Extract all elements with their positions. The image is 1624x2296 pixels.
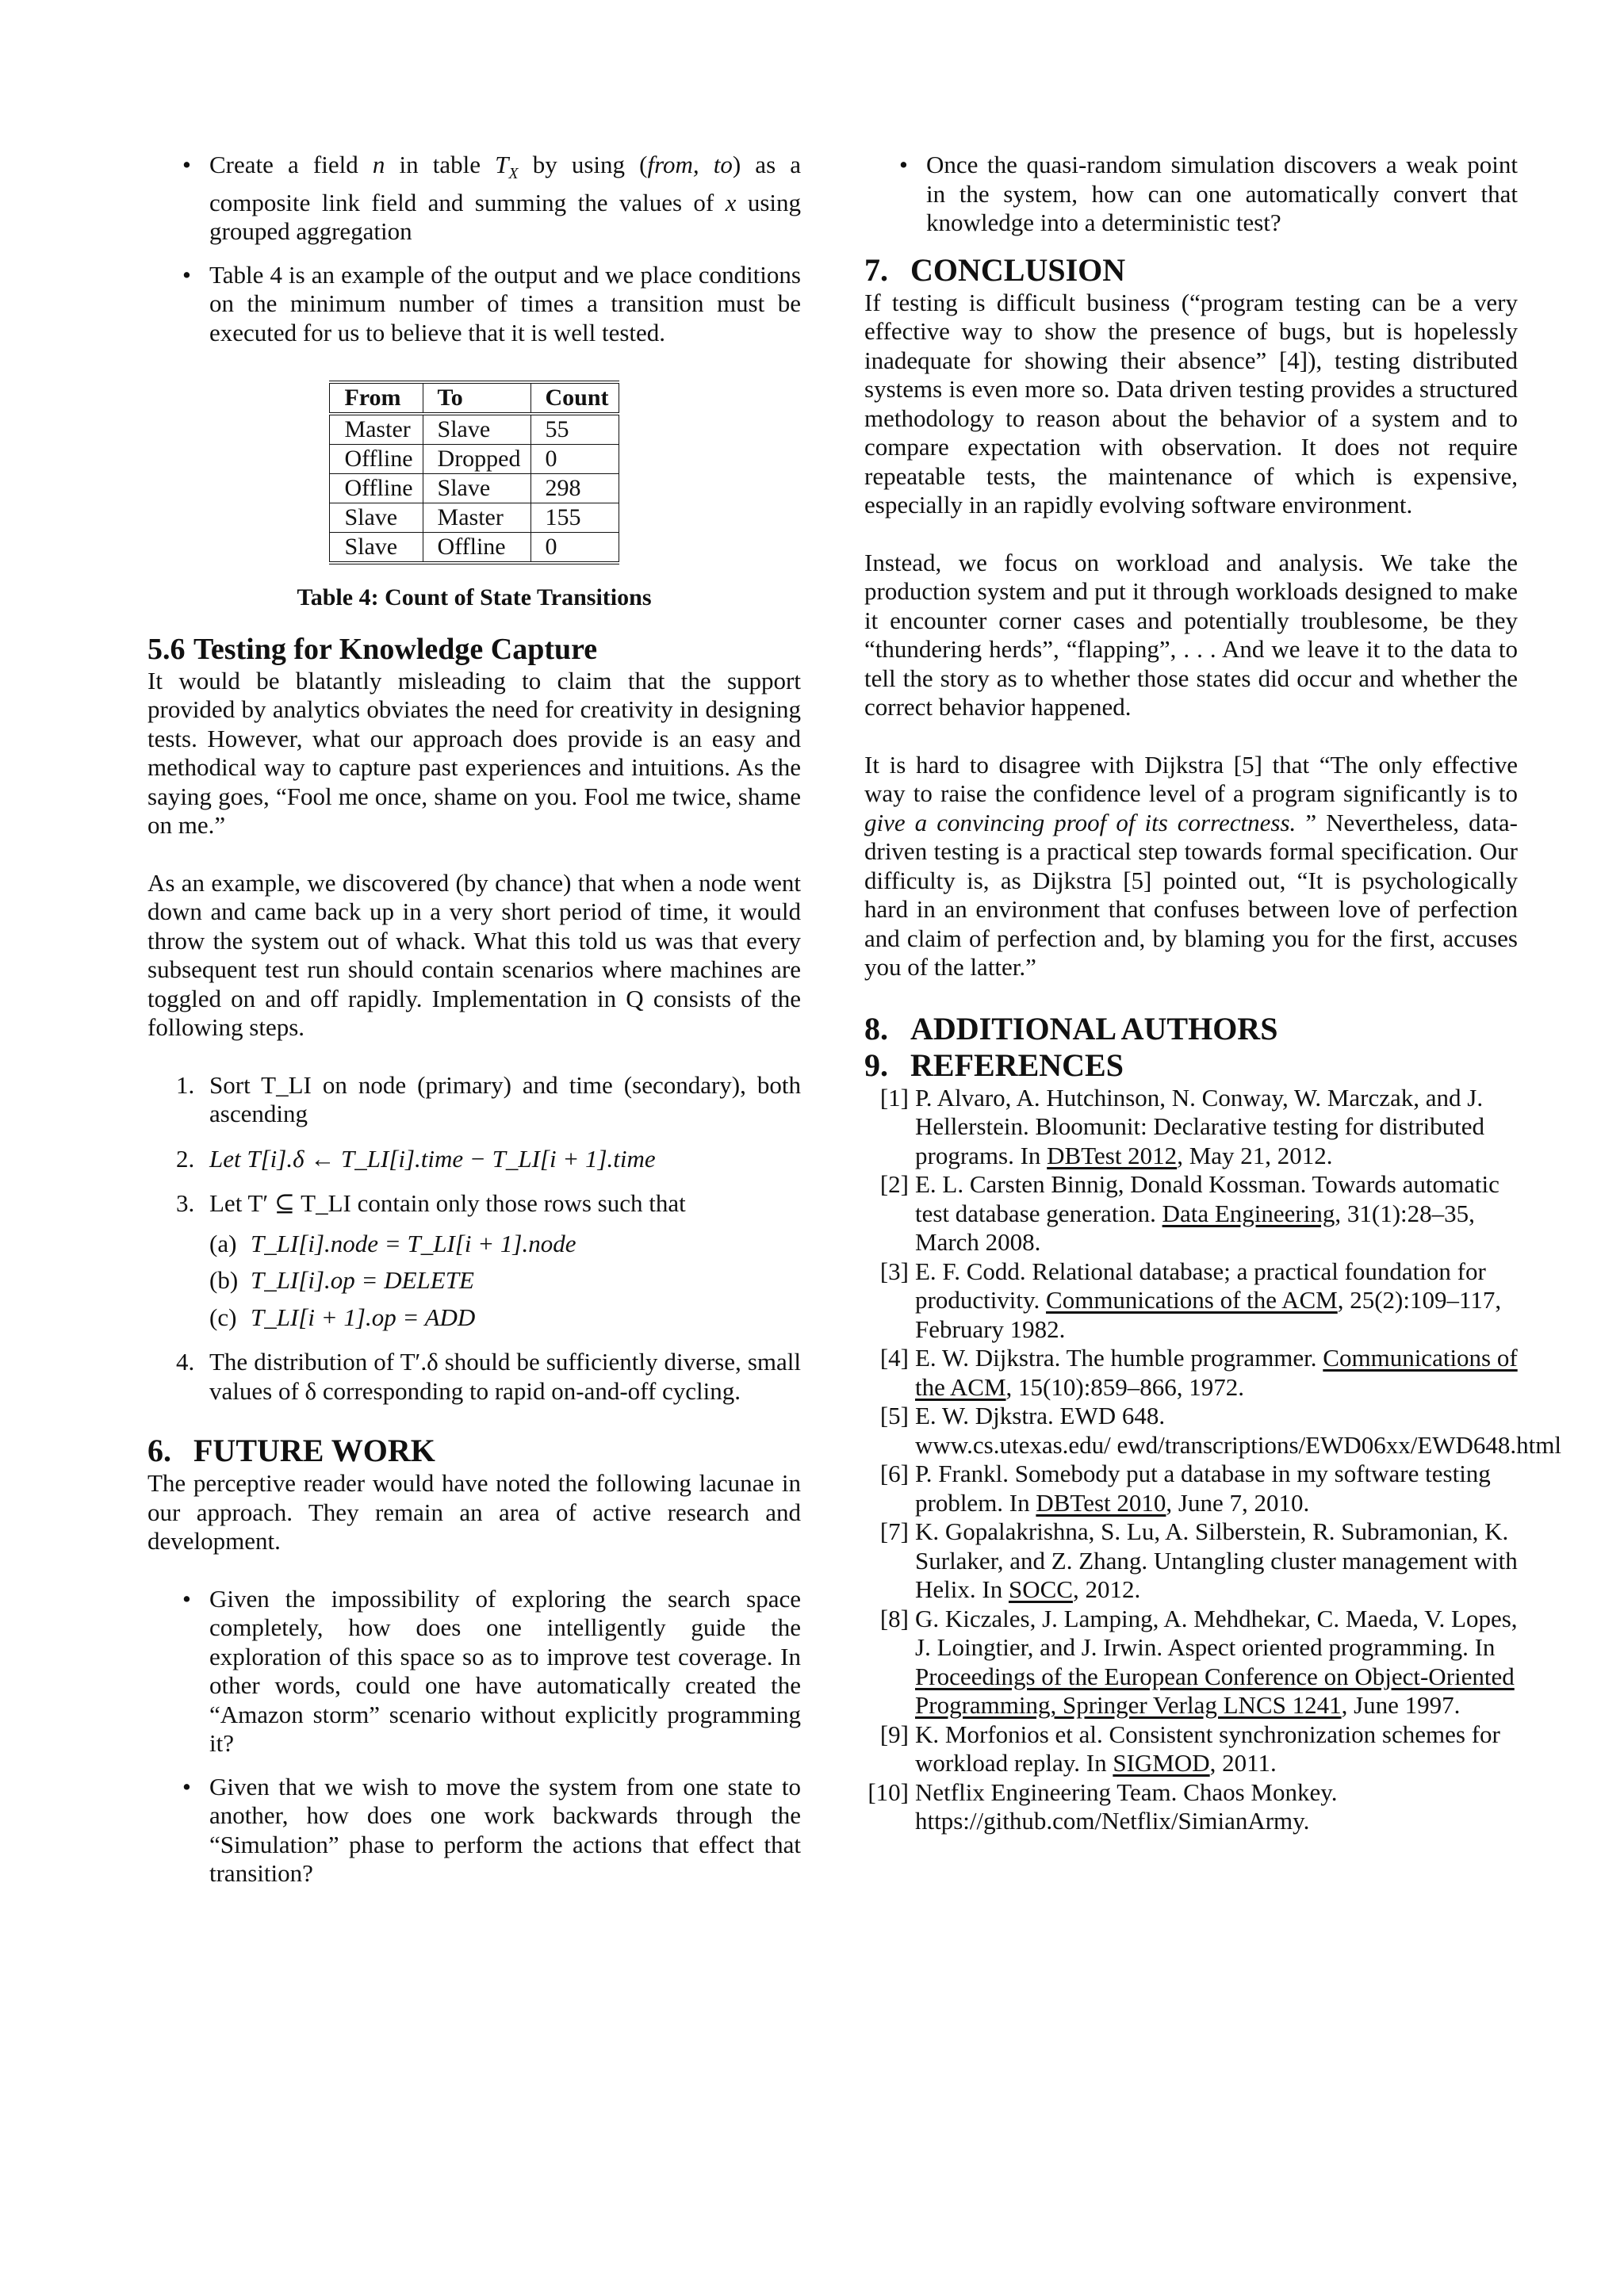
reference-item — [864, 1778, 1518, 1836]
table-cell: Master — [330, 414, 423, 445]
section-7-paragraph-1: If testing is difficult business (“program testing can be a very effective way to show the presence of bugs, but is hopelessly inadequate for showing their absence” [4]), testing distributed systems is even more so. Data driven testing provides a structured methodology to reason about the behavior of a system and to compare expectation with observation. It does not require repeatable tests, the maintenance of which is expensive, especially in an rapidly evolving software environment. — [864, 288, 1518, 519]
reference-url: www.cs.utexas.edu/ ewd/transcriptions/EWD06xx/EWD648.html — [915, 1430, 1562, 1459]
reference-text: E. W. Dijkstra. The humble programmer. — [915, 1344, 1323, 1372]
reference-item — [864, 1170, 1518, 1257]
section-8-heading: 8. ADDITIONAL AUTHORS — [864, 1010, 1278, 1047]
reference-item — [864, 1084, 1518, 1171]
left-column — [147, 151, 801, 1903]
section-5-6-heading: 5.6 Testing for Knowledge Capture — [147, 632, 598, 666]
reference-item — [864, 1344, 1518, 1402]
substep-a: (a) T_LI[i].node = T_LI[i + 1].node — [209, 1229, 576, 1257]
reference-venue: DBTest 2012 — [1047, 1141, 1178, 1169]
reference-details: , 31(1):28–35, March 2008. — [915, 1199, 1475, 1256]
reference-item — [864, 1605, 1518, 1720]
reference-number: [8] — [879, 1604, 909, 1632]
step-4: 4. The distribution of T′.δ should be sufficiently diverse, small values of δ corresponding to rapid on-and-off cycling. — [176, 1348, 801, 1405]
reference-text: E. L. Carsten Binnig, Donald Kossman. Towards automatic test database generation. — [915, 1170, 1500, 1227]
section-6-paragraph: The perceptive reader would have noted the following lacunae in our approach. They remain an area of active research and development. — [147, 1469, 801, 1556]
right-top-bullets — [864, 151, 1518, 238]
reference-item — [864, 1460, 1518, 1517]
table-row — [330, 503, 619, 533]
table-caption: Table 4: Count of State Transitions — [297, 584, 652, 611]
table-row — [330, 533, 619, 564]
reference-venue: Communications of the ACM — [1046, 1286, 1338, 1314]
reference-details: , May 21, 2012. — [1177, 1141, 1333, 1169]
section-7-heading: 7. CONCLUSION — [864, 251, 1126, 288]
substep-c: (c) T_LI[i + 1].op = ADD — [209, 1303, 476, 1331]
table-header-to: To — [423, 382, 530, 414]
reference-number: [2] — [879, 1170, 909, 1198]
table-cell: Dropped — [423, 445, 530, 474]
reference-number: [4] — [879, 1344, 909, 1372]
table-cell: Slave — [423, 414, 530, 445]
table-cell: 55 — [530, 414, 619, 445]
reference-text: K. Morfonios et al. Consistent synchronization schemes for workload replay. In — [915, 1720, 1500, 1777]
reference-number: [1] — [879, 1083, 909, 1112]
table-cell: Offline — [423, 533, 530, 564]
reference-details: , 2011. — [1209, 1749, 1277, 1777]
table-cell: 155 — [530, 503, 619, 533]
reference-text: Netflix Engineering Team. Chaos Monkey. — [915, 1777, 1338, 1806]
reference-item — [864, 1402, 1562, 1460]
step-3-substeps — [209, 1230, 801, 1333]
table-header-count: Count — [530, 382, 619, 414]
reference-text: E. W. Djkstra. EWD 648. — [915, 1402, 1166, 1429]
reference-number: [9] — [879, 1720, 909, 1748]
intro-bullets — [147, 151, 801, 347]
reference-venue: DBTest 2010 — [1036, 1488, 1166, 1517]
reference-text: K. Gopalakrishna, S. Lu, A. Silberstein, R. Subramonian, K. Surlaker, and Z. Zhang. Untangling cluster management with Helix. In — [915, 1517, 1518, 1603]
reference-number: [5] — [879, 1402, 909, 1429]
table-cell: Master — [423, 503, 530, 533]
reference-number: [3] — [879, 1257, 909, 1285]
table-header-from: From — [330, 382, 423, 414]
reference-text: P. Frankl. Somebody put a database in my software testing problem. In — [915, 1460, 1491, 1517]
future-work-bullets — [147, 1585, 801, 1888]
substep-b: (b) T_LI[i].op = DELETE — [209, 1266, 474, 1295]
reference-url: https://github.com/Netflix/SimianArmy. — [915, 1807, 1310, 1835]
reference-venue: SOCC — [1008, 1575, 1073, 1603]
reference-details: , 15(10):859–866, 1972. — [1005, 1372, 1245, 1401]
future-work-bullet-2: • Given that we wish to move the system from one state to another, how does one work backwards through the “Simulation” phase to perform the actions that effect that transition? — [147, 1773, 801, 1888]
table-cell: 0 — [530, 445, 619, 474]
table-cell: Slave — [423, 474, 530, 503]
reference-number: [6] — [879, 1460, 909, 1487]
reference-details: , 25(2):109–117, February 1982. — [915, 1286, 1502, 1343]
section-5-6-paragraph-2: As an example, we discovered (by chance) that when a node went down and came back up in a very short period of time, it would throw the system out of whack. What this told us was that every subsequent test run should contain scenarios where machines are toggled on and off rapidly. Implementation in Q consists of the following steps. — [147, 868, 801, 1042]
table-cell: Slave — [330, 503, 423, 533]
reference-details: , June 7, 2010. — [1166, 1488, 1310, 1517]
reference-venue: Data Engineering — [1162, 1199, 1335, 1227]
reference-details: , June 1997. — [1341, 1691, 1461, 1719]
bullet-create-field: • Create a field n in table $T_X$ by using (from, to) as a composite link field and summing the values of x using grouped aggregation — [147, 151, 801, 247]
reference-item — [864, 1720, 1518, 1778]
state-transition-table — [329, 381, 619, 564]
future-work-bullet-1: • Given the impossibility of exploring the search space completely, how does one intelligently guide the exploration of this space so as to improve test coverage. In other words, could one have automatically created the “Amazon storm” scenario without explicitly programming it? — [147, 1585, 801, 1758]
reference-text: G. Kiczales, J. Lamping, A. Mehdhekar, C. Maeda, V. Lopes, J. Loingtier, and J. Irwin. Aspect oriented programming. In — [915, 1604, 1518, 1661]
table-cell: 298 — [530, 474, 619, 503]
bullet-quasi-random: • Once the quasi-random simulation discovers a weak point in the system, how can one automatically convert that knowledge into a deterministic test? — [864, 151, 1518, 238]
reference-venue: Proceedings of the European Conference on Object-Oriented Programming, Springer Verlag LNCS 1241 — [915, 1662, 1515, 1719]
reference-text: E. F. Codd. Relational database; a practical foundation for productivity. — [915, 1257, 1486, 1314]
reference-text: P. Alvaro, A. Hutchinson, N. Conway, W. Marczak, and J. Hellerstein. Bloomunit: Declarative testing for distributed programs. In — [915, 1083, 1484, 1169]
reference-number: [10] — [868, 1777, 909, 1806]
reference-venue: Communications of the ACM — [915, 1344, 1518, 1401]
implementation-steps — [147, 1071, 801, 1406]
step-1: 1. Sort T_LI on node (primary) and time (secondary), both ascending — [176, 1070, 801, 1128]
state-transition-table-wrapper — [147, 381, 801, 564]
step-3: 3. Let T′ ⊆ T_LI contain only those rows such that (a) T_LI[i].node = T_LI[i + 1].node (b) T_LI[i].op = DELETE (c) T_LI[i + 1].op = ADD — [147, 1189, 801, 1332]
bullet-table-example: • Table 4 is an example of the output and we place conditions on the minimum number of times a transition must be executed for us to believe that it is well tested. — [147, 261, 801, 348]
references-list — [864, 1083, 1562, 1836]
reference-item — [864, 1257, 1518, 1345]
table-cell: Offline — [330, 474, 423, 503]
table-row — [330, 474, 619, 503]
section-9-heading: 9. REFERENCES — [864, 1047, 1124, 1083]
table-cell: 0 — [530, 533, 619, 564]
step-2: 2. Let T[i].δ ← T_LI[i].time − T_LI[i + 1].time — [176, 1144, 656, 1173]
right-column — [864, 151, 1562, 1836]
section-6-heading: 6. FUTURE WORK — [147, 1433, 435, 1469]
reference-number: [7] — [879, 1517, 909, 1545]
table-row — [330, 445, 619, 474]
reference-venue: SIGMOD — [1113, 1749, 1210, 1777]
reference-details: , 2012. — [1072, 1575, 1141, 1603]
section-5-6-paragraph-1: It would be blatantly misleading to claim that the support provided by analytics obviates the need for creativity in designing tests. However, what our approach does provide is an easy and methodical way to capture past experiences and intuitions. As the saying goes, “Fool me once, shame on you. Fool me twice, shame on me.” — [147, 666, 801, 840]
reference-item — [864, 1517, 1518, 1605]
table-cell: Slave — [330, 533, 423, 564]
section-7-paragraph-3: It is hard to disagree with Dijkstra [5] that “The only effective way to raise the confidence level of a program significantly is to give a convincing proof of its correctness. ” Nevertheless, data-driven testing is a practical step towards formal specification. Our difficulty is, as Dijkstra [5] pointed out, “It is psychologically hard in an environment that confuses between love of perfection and claim of perfection and, by blaming you for the first, accuses you of the latter.” — [864, 750, 1518, 981]
section-7-paragraph-2: Instead, we focus on workload and analysis. We take the production system and put it through workloads designed to make it encounter corner cases and potentially troublesome, be they “thundering herds”, “flapping”, . . . And we leave it to the data to tell the story as to whether those states did occur and whether the correct behavior happened. — [864, 548, 1518, 721]
table-cell: Offline — [330, 445, 423, 474]
table-row — [330, 414, 619, 445]
